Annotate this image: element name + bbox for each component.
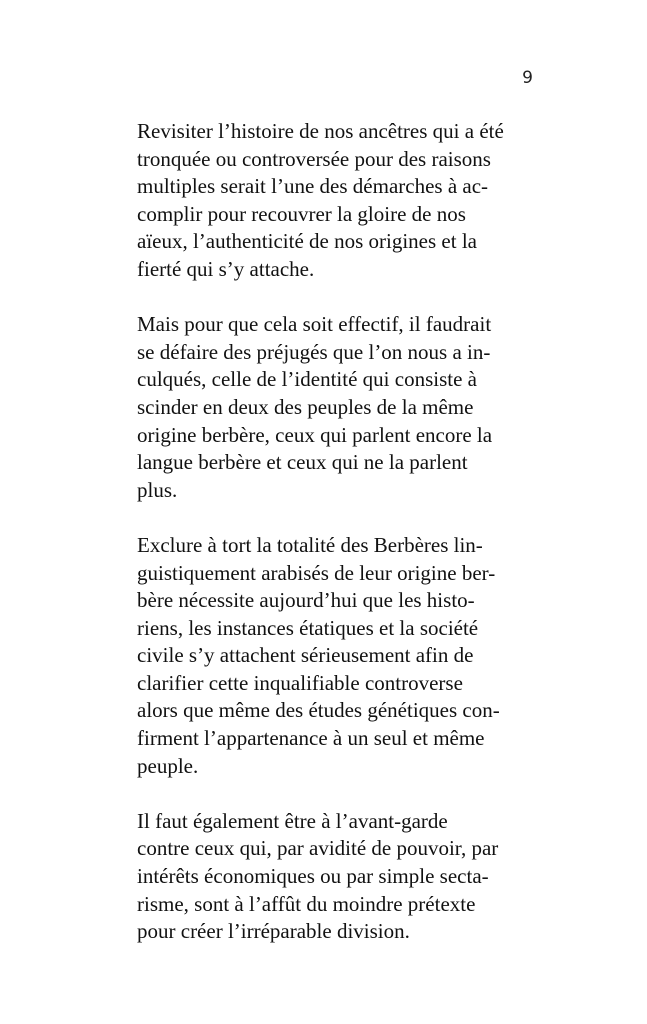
text-line: firment l’appartenance à un seul et même bbox=[137, 726, 485, 751]
text-line: fierté qui s’y attache. bbox=[137, 256, 315, 281]
text-line: Revisiter l’histoire de nos ancêtres qui a été bbox=[137, 119, 504, 143]
text-line: Il faut également être à l’avant-garde bbox=[137, 808, 448, 833]
text-line: Exclure à tort la totalité des Berbères lin- bbox=[137, 532, 483, 557]
text-line: bère nécessite aujourd’hui que les histo- bbox=[137, 588, 475, 613]
text-line: pour créer l’irréparable division. bbox=[137, 919, 410, 944]
text-line: contre ceux qui, par avidité de pouvoir, par bbox=[137, 836, 499, 861]
text-line: peuple. bbox=[137, 753, 199, 778]
text-line: Mais pour que cela soit effectif, il faudrait bbox=[137, 312, 492, 337]
text-line: complir pour recouvrer la gloire de nos bbox=[137, 201, 466, 226]
text-line: tronquée ou controversée pour des raisons bbox=[137, 146, 491, 171]
body-text bbox=[137, 118, 547, 973]
text-line: guistiquement arabisés de leur origine ber- bbox=[137, 560, 496, 585]
text-line: multiples serait l’une des démarches à ac- bbox=[137, 174, 489, 199]
text-line: langue berbère et ceux qui ne la parlent bbox=[137, 450, 468, 475]
text-line: origine berbère, ceux qui parlent encore la bbox=[137, 422, 493, 447]
text-line: clarifier cette inqualifiable controverse bbox=[137, 670, 463, 695]
paragraph-4 bbox=[137, 808, 547, 946]
text-line: plus. bbox=[137, 477, 178, 502]
paragraph-2 bbox=[137, 311, 547, 504]
text-line: aïeux, l’authenticité de nos origines et la bbox=[137, 229, 477, 254]
text-line: riens, les instances étatiques et la société bbox=[137, 615, 479, 640]
page-number: 9 bbox=[522, 68, 533, 88]
paragraph-1 bbox=[137, 118, 547, 284]
text-line: intérêts économiques ou par simple secta- bbox=[137, 864, 489, 889]
text-line: alors que même des études génétiques con- bbox=[137, 698, 500, 723]
text-line: se défaire des préjugés que l’on nous a in- bbox=[137, 339, 491, 364]
text-line: scinder en deux des peuples de la même bbox=[137, 394, 474, 419]
text-line: civile s’y attachent sérieusement afin de bbox=[137, 643, 474, 668]
text-line: culqués, celle de l’identité qui consiste à bbox=[137, 367, 477, 392]
text-line: risme, sont à l’affût du moindre prétexte bbox=[137, 891, 476, 916]
paragraph-3 bbox=[137, 532, 547, 780]
